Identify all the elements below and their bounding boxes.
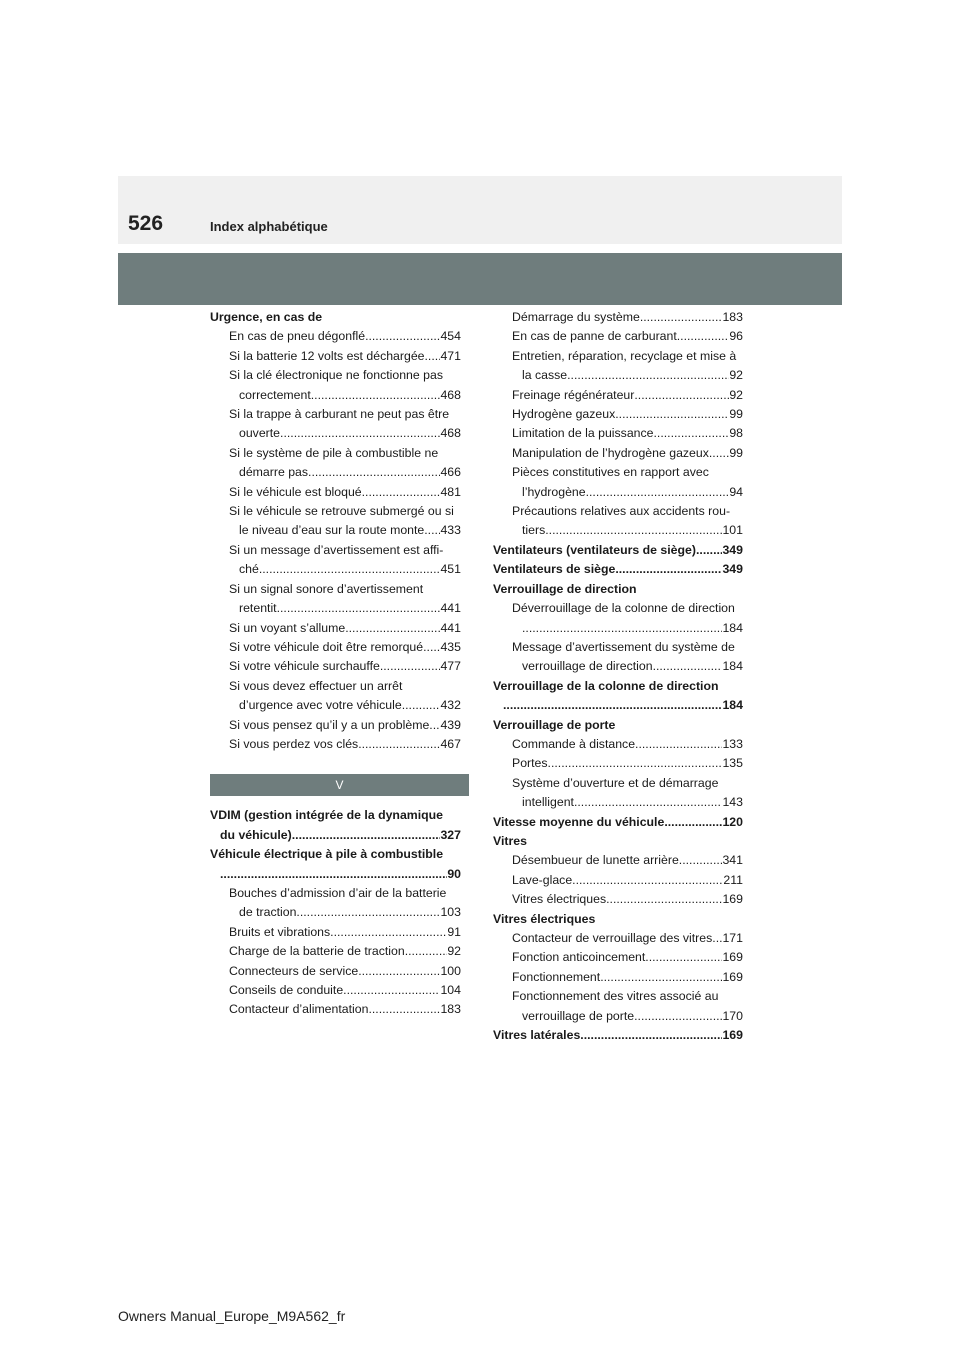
index-entry-text: correctement (239, 387, 311, 402)
index-entry-text: Hydrogène gazeux (512, 407, 616, 422)
index-page-ref: 211 (723, 872, 743, 887)
index-heading: Bouches d’admission d’air de la batterie (229, 885, 447, 900)
index-entry-text: Si la batterie 12 volts est déchargée (229, 348, 425, 363)
index-entry (493, 871, 743, 890)
index-page-ref: 96 (729, 329, 743, 344)
index-heading: Vitres (493, 833, 527, 848)
dot-leader (402, 696, 441, 715)
index-page-ref: 90 (447, 866, 461, 881)
index-heading: Système d’ouverture et de démarrage (512, 775, 719, 790)
dot-leader (634, 386, 729, 405)
index-heading: Si un signal sonore d’avertissement (229, 581, 424, 596)
index-page-ref: 92 (729, 387, 743, 402)
index-page-ref: 433 (440, 523, 461, 538)
index-entry-text: Désembueur de lunette arrière (512, 853, 679, 868)
index-page-ref: 477 (440, 659, 461, 674)
index-page-ref: 183 (722, 310, 743, 324)
dot-leader (677, 327, 730, 346)
index-entry (493, 696, 743, 715)
index-entry (493, 657, 743, 676)
index-entry (493, 308, 743, 327)
index-page-ref: 468 (440, 426, 461, 441)
index-heading: Entretien, réparation, recyclage et mise à (512, 348, 737, 363)
index-page-ref: 120 (722, 814, 743, 829)
index-page-ref: 94 (729, 484, 743, 499)
index-entry (493, 386, 743, 405)
index-entry-text: Si vous pensez qu’il y a un problème (229, 717, 430, 732)
index-entry (210, 657, 461, 676)
index-entry (210, 424, 461, 443)
dot-leader (653, 657, 723, 676)
index-entry-text: Connecteurs de service (229, 963, 359, 978)
index-entry (493, 541, 743, 560)
dot-leader (503, 696, 722, 715)
index-entry (493, 793, 743, 812)
index-entry (493, 735, 743, 754)
letter-divider: V (210, 774, 469, 796)
index-entry (210, 903, 461, 922)
index-entry-text: le niveau d’eau sur la route monte (239, 523, 425, 538)
index-page-ref: 341 (722, 853, 743, 868)
index-entry-text: Freinage régénérateur (512, 387, 635, 402)
index-page-ref: 91 (447, 924, 461, 939)
index-entry (493, 444, 743, 463)
index-page-ref: 432 (440, 698, 461, 713)
index-entry-text: Fonction anticoincement (512, 950, 646, 965)
index-heading: Verrouillage de direction (493, 581, 637, 596)
index-entry (210, 923, 461, 942)
dot-leader (600, 968, 722, 987)
dot-leader (696, 541, 722, 560)
index-page-ref: 441 (440, 620, 461, 635)
index-heading: Si le système de pile à combustible ne (229, 445, 439, 460)
dot-leader (424, 521, 440, 540)
dot-leader (280, 424, 440, 443)
index-entry-text: du véhicule) (220, 827, 292, 842)
index-entry-text: Limitation de la puissance (512, 426, 654, 441)
dot-leader (358, 962, 440, 981)
index-page-ref: 100 (440, 963, 461, 978)
dot-leader (308, 463, 440, 482)
index-entry (210, 942, 461, 961)
index-page-ref: 135 (722, 756, 743, 771)
index-entry (493, 1026, 743, 1045)
header-gray-band (118, 253, 842, 305)
dot-leader (567, 366, 729, 385)
index-entry-text: Si votre véhicule surchauffe (229, 659, 380, 674)
index-entry-text: Ventilateurs (ventilateurs de siège) (493, 542, 696, 557)
index-entry-text: d’urgence avec votre véhicule (239, 698, 402, 713)
index-entry (210, 463, 461, 482)
index-page-ref: 171 (722, 931, 743, 945)
dot-leader (572, 871, 723, 890)
section-title: Index alphabétique (210, 219, 328, 234)
index-heading: Si le véhicule se retrouve submergé ou si (229, 504, 454, 519)
dot-leader (574, 793, 723, 812)
index-entry-text: retentit (239, 601, 277, 616)
index-column-right (493, 308, 743, 1045)
index-page-ref: 101 (722, 523, 743, 538)
index-heading: Si vous devez effectuer un arrêt (229, 678, 403, 693)
index-entry-text: Contacteur d’alimentation (229, 1002, 369, 1017)
index-entry (493, 929, 743, 948)
index-entry-text: la casse (522, 368, 568, 383)
dot-leader (345, 619, 440, 638)
index-page-ref: 143 (722, 795, 743, 810)
dot-leader (380, 657, 441, 676)
index-entry (493, 813, 743, 832)
index-page-ref: 184 (722, 620, 743, 635)
index-entry (210, 865, 461, 884)
index-heading: Urgence, en cas de (210, 310, 323, 324)
dot-leader (423, 638, 440, 657)
index-page-ref: 133 (722, 736, 743, 751)
dot-leader (343, 981, 440, 1000)
index-page-ref: 481 (440, 484, 461, 499)
index-entry (493, 948, 743, 967)
index-page-ref: 99 (729, 445, 743, 460)
index-entry (493, 521, 743, 540)
index-entry-text: En cas de pneu dégonflé (229, 329, 366, 344)
index-page-ref: 466 (440, 465, 461, 480)
index-page-ref: 104 (440, 983, 461, 997)
dot-leader (634, 1007, 722, 1026)
index-entry-text: Charge de la batterie de traction (229, 944, 405, 959)
index-page-ref: 435 (440, 639, 461, 654)
index-entry (493, 1007, 743, 1026)
index-heading: Si la trappe à carburant ne peut pas être (229, 407, 450, 422)
dot-leader (654, 424, 730, 443)
index-entry (493, 560, 743, 579)
index-heading: Fonctionnement des vitres associé au (512, 989, 719, 1004)
index-page-ref: 103 (440, 905, 461, 920)
index-heading: Pièces constitutives en rapport avec (512, 465, 709, 480)
index-entry-text: Si votre véhicule doit être remorqué (229, 639, 424, 654)
index-page-ref: 349 (722, 542, 743, 557)
index-entry-text: Si un voyant s’allume (229, 620, 346, 635)
index-entry-text: Commande à distance (512, 736, 636, 751)
index-heading: Verrouillage de la colonne de direction (493, 678, 719, 693)
dot-leader (635, 735, 722, 754)
index-entry-text: Si vous perdez vos clés (229, 736, 359, 751)
dot-leader (640, 308, 723, 327)
index-entry-text: Ventilateurs de siège (493, 562, 616, 577)
dot-leader (429, 716, 440, 735)
dot-leader (580, 1026, 722, 1045)
index-entry (210, 327, 461, 346)
index-page-ref: 92 (447, 944, 461, 959)
dot-leader (586, 483, 730, 502)
dot-leader (405, 942, 448, 961)
index-page-ref: 169 (722, 969, 743, 984)
index-entry-text: Contacteur de verrouillage des vitres (512, 931, 713, 945)
dot-leader (292, 826, 441, 845)
index-entry (210, 826, 461, 845)
index-page-ref: 184 (722, 659, 743, 674)
index-page-ref: 454 (440, 329, 461, 344)
index-entry (493, 483, 743, 502)
index-entry-text: En cas de panne de carburant (512, 329, 677, 344)
index-entry-text: ché (239, 562, 259, 577)
dot-leader (358, 735, 440, 754)
dot-leader (296, 903, 440, 922)
index-entry (210, 696, 461, 715)
index-entry (210, 483, 461, 502)
index-entry (493, 754, 743, 773)
dot-leader (606, 890, 722, 909)
dot-leader (311, 386, 441, 405)
index-heading: Si un message d’avertissement est affi- (229, 542, 444, 557)
index-heading: Si la clé électronique ne fonctionne pas (229, 368, 443, 383)
dot-leader (365, 327, 440, 346)
index-entry-text: Vitres électriques (512, 892, 607, 907)
index-page-ref: 468 (440, 387, 461, 402)
index-page-ref: 471 (440, 348, 461, 363)
dot-leader (645, 948, 722, 967)
index-entry-text: Portes (512, 756, 548, 771)
index-entry-text: Lave-glace (512, 872, 573, 887)
index-entry (210, 716, 461, 735)
index-entry-text: de traction (239, 905, 297, 920)
index-entry (493, 424, 743, 443)
index-heading: Déverrouillage de la colonne de direction (512, 601, 735, 616)
index-entry-text: l’hydrogène (522, 484, 586, 499)
index-page-ref: 169 (722, 1028, 743, 1043)
dot-leader (615, 560, 722, 579)
index-entry (210, 521, 461, 540)
dot-leader (709, 444, 729, 463)
dot-leader (615, 405, 729, 424)
index-entry (210, 560, 461, 579)
index-entry-text: verrouillage de direction (522, 659, 653, 674)
dot-leader (664, 813, 722, 832)
index-heading: VDIM (gestion intégrée de la dynamique (210, 808, 443, 823)
index-page-ref: 439 (440, 717, 461, 732)
index-entry-text: intelligent (522, 795, 574, 810)
index-entry-text: Manipulation de l’hydrogène gazeux (512, 445, 709, 460)
index-page-ref: 169 (722, 892, 743, 907)
index-entry (210, 619, 461, 638)
index-page-ref: 183 (440, 1002, 461, 1017)
index-entry (493, 619, 743, 638)
dot-leader (220, 865, 447, 884)
index-entry (210, 735, 461, 754)
index-entry (210, 981, 461, 1000)
index-entry (210, 962, 461, 981)
index-heading: Message d’avertissement du système de (512, 639, 735, 654)
dot-leader (679, 851, 723, 870)
index-entry-text: ouverte (239, 426, 281, 441)
index-entry (210, 386, 461, 405)
index-page-ref: 184 (722, 698, 743, 713)
index-page-ref: 170 (722, 1008, 743, 1023)
index-entry (493, 968, 743, 987)
index-entry-text: tiers (522, 523, 546, 538)
index-entry (210, 1000, 461, 1019)
dot-leader (277, 599, 441, 618)
dot-leader (362, 483, 441, 502)
index-entry-text: Vitesse moyenne du véhicule (493, 814, 665, 829)
index-page-ref: 98 (729, 426, 743, 441)
index-column-left (210, 308, 461, 1020)
index-entry (493, 327, 743, 346)
index-entry-text: verrouillage de porte (522, 1008, 635, 1023)
index-entry-text: démarre pas (239, 465, 309, 480)
index-entry (210, 599, 461, 618)
index-entry (210, 638, 461, 657)
footer-manual-id: Owners Manual_Europe_M9A562_fr (118, 1308, 346, 1324)
dot-leader (712, 929, 722, 948)
index-page-ref: 327 (440, 827, 461, 842)
index-entry (210, 347, 461, 366)
index-entry-text: Bruits et vibrations (229, 924, 331, 939)
page-number: 526 (128, 212, 164, 235)
index-heading: Verrouillage de porte (493, 717, 616, 732)
dot-leader (368, 1000, 440, 1019)
index-heading: Vitres électriques (493, 911, 596, 926)
dot-leader (259, 560, 441, 579)
index-heading: Véhicule électrique à pile à combustible (210, 847, 444, 862)
index-entry-text: Fonctionnement (512, 969, 601, 984)
index-heading: Précautions relatives aux accidents rou- (512, 504, 731, 519)
index-entry-text: Si le véhicule est bloqué (229, 484, 362, 499)
index-page-ref: 92 (729, 368, 743, 383)
dot-leader (425, 347, 441, 366)
index-entry-text: Conseils de conduite (229, 983, 344, 997)
dot-leader (522, 619, 722, 638)
index-page-ref: 451 (440, 562, 461, 577)
dot-leader (548, 754, 723, 773)
index-entry (493, 405, 743, 424)
index-entry-text: Démarrage du système (512, 310, 640, 324)
index-entry (493, 890, 743, 909)
index-page-ref: 467 (440, 736, 461, 751)
index-page-ref: 349 (722, 562, 743, 577)
dot-leader (330, 923, 447, 942)
index-page-ref: 169 (722, 950, 743, 965)
index-page-ref: 441 (440, 601, 461, 616)
index-entry (493, 851, 743, 870)
dot-leader (545, 521, 722, 540)
index-page-ref: 99 (729, 407, 743, 422)
index-entry-text: Vitres latérales (493, 1028, 581, 1043)
index-entry (493, 366, 743, 385)
